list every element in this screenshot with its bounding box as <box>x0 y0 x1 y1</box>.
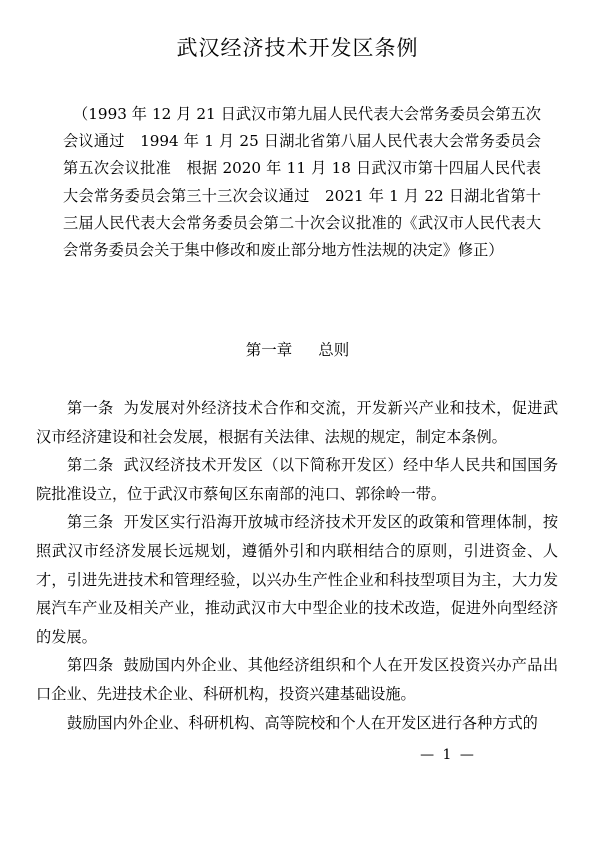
article-label: 第四条 <box>67 656 114 675</box>
article-body <box>36 394 558 737</box>
chapter-heading <box>0 338 595 362</box>
article-4-paragraph-2: 鼓励国内外企业、科研机构、高等院校和个人在开发区进行各种方式的 <box>67 713 538 732</box>
article-3 <box>36 508 558 651</box>
chapter-number: 第一章 <box>245 341 293 359</box>
article-4 <box>36 651 558 708</box>
article-label: 第三条 <box>67 513 114 532</box>
article-label: 第二条 <box>67 456 114 475</box>
document-title: 武汉经济技术开发区条例 <box>176 36 419 60</box>
article-text: 武汉经济技术开发区（以下简称开发区）经中华人民共和国国务院批准设立，位于武汉市蔡甸区东南部的沌口、郭徐岭一带。 <box>36 456 559 503</box>
article-text: 开发区实行沿海开放城市经济技术开发区的政策和管理体制，按照武汉市经济发展长远规划，遵循外引和内联相结合的原则，引进资金、人才，引进先进技术和管理经验，以兴办生产性企业和科技型项目为主，大力发展汽车产业及相关产业，推动武汉市大中型企业的技术改造，促进外向型经济的发展。 <box>36 513 559 646</box>
page-number: — 1 — <box>420 747 476 763</box>
article-text: 为发展对外经济技术合作和交流，开发新兴产业和技术，促进武汉市经济建设和社会发展，根据有关法律、法规的规定，制定本条例。 <box>36 399 559 446</box>
chapter-name: 总则 <box>318 341 350 359</box>
article-1 <box>36 394 558 451</box>
legislative-history-note: （1993 年 12 月 21 日武汉市第九届人民代表大会常务委员会第五次会议通过 1994 年 1 月 25 日湖北省第八届人民代表大会常务委员会第五次会议批准 根据 2020 年 11 月 18 日武汉市第十四届人民代表大会常务委员会第三十三次会议通过 2021 年 1 月 22 日湖北省第十三届人民代表大会常务委员会第二十次会议批准的《武汉市人民代表大会常务委员会关于集中修改和废止部分地方性法规的决定》修正） <box>63 105 541 260</box>
article-text: 鼓励国内外企业、其他经济组织和个人在开发区投资兴办产品出口企业、先进技术企业、科研机构，投资兴建基础设施。 <box>36 656 559 703</box>
article-2 <box>36 451 558 508</box>
article-label: 第一条 <box>67 399 114 417</box>
